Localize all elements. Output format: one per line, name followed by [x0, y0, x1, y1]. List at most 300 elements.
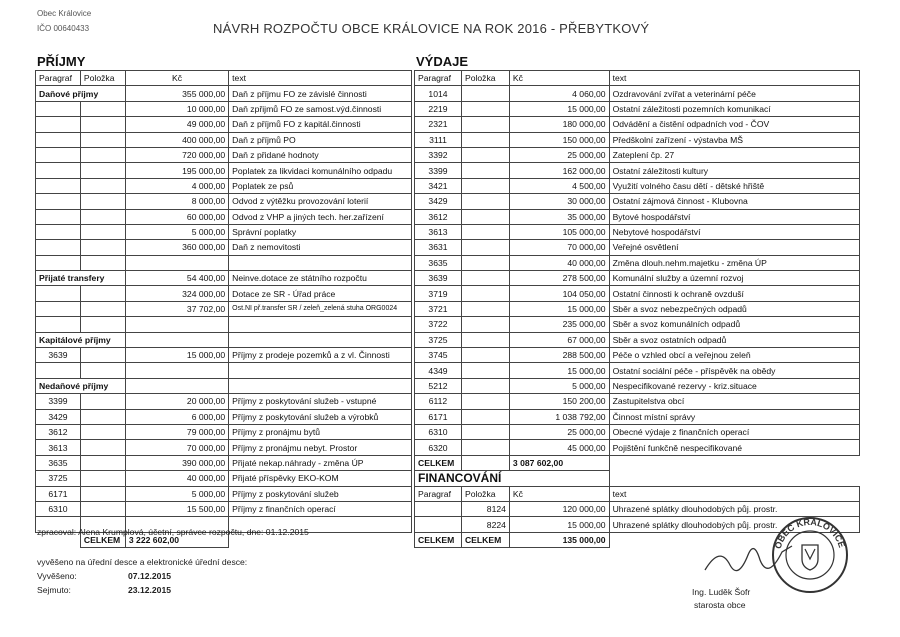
income-polozka — [80, 348, 125, 363]
income-polozka — [80, 471, 125, 486]
income-text: Daň z příjmů PO — [229, 132, 412, 147]
income-table — [35, 70, 412, 548]
income-row — [36, 194, 412, 209]
expense-polozka — [461, 209, 509, 224]
expense-polozka — [461, 101, 509, 116]
income-paragraf — [36, 178, 81, 193]
income-paragraf — [36, 101, 81, 116]
expense-row — [415, 86, 860, 101]
expense-paragraf: 2219 — [415, 101, 462, 116]
income-text: Neinve.dotace ze státního rozpočtu — [229, 271, 412, 286]
expense-paragraf: 3111 — [415, 132, 462, 147]
income-header-row — [36, 71, 412, 86]
income-amount: 360 000,00 — [125, 240, 228, 255]
expense-row — [415, 348, 860, 363]
income-text: Odvod z VHP a jiných tech. her.zařízení — [229, 209, 412, 224]
income-row — [36, 363, 412, 378]
expense-paragraf: 5212 — [415, 378, 462, 393]
income-amount: 54 400,00 — [125, 271, 228, 286]
income-text: Poplatek za likvidaci komunálního odpadu — [229, 163, 412, 178]
expense-polozka — [461, 147, 509, 162]
expense-row — [415, 209, 860, 224]
expenses-col-polozka: Položka — [461, 71, 509, 86]
expense-amount: 5 000,00 — [509, 378, 609, 393]
income-text: Příjmy z pronájmu nebyt. Prostor — [229, 440, 412, 455]
income-category-label: Nedaňové příjmy — [36, 378, 126, 393]
financing-total-label-2: CELKEM — [461, 532, 509, 547]
financing-col-kc: Kč — [509, 486, 609, 501]
expense-paragraf: 3725 — [415, 332, 462, 347]
expense-amount: 4 060,00 — [509, 86, 609, 101]
income-row — [36, 348, 412, 363]
expense-polozka — [461, 348, 509, 363]
expense-polozka — [461, 409, 509, 424]
income-text: Daň z nemovitosti — [229, 240, 412, 255]
expense-row — [415, 424, 860, 439]
financing-polozka: 8224 — [461, 517, 509, 532]
expense-row — [415, 178, 860, 193]
income-heading: PŘÍJMY — [37, 54, 86, 69]
expense-text: Zateplení čp. 27 — [609, 147, 859, 162]
income-amount: 20 000,00 — [125, 394, 228, 409]
expense-paragraf: 3392 — [415, 147, 462, 162]
income-category-label: Přijaté transfery — [36, 271, 126, 286]
financing-header-row — [415, 486, 860, 501]
expense-row — [415, 286, 860, 301]
income-amount: 60 000,00 — [125, 209, 228, 224]
expense-text: Změna dlouh.nehm.majetku - změna ÚP — [609, 255, 859, 270]
income-paragraf: 3639 — [36, 348, 81, 363]
expense-polozka — [461, 424, 509, 439]
income-paragraf — [36, 163, 81, 178]
expense-row — [415, 240, 860, 255]
income-row — [36, 209, 412, 224]
financing-text: Uhrazené splátky dlouhodobých půj. prostr. — [609, 517, 859, 532]
expense-row — [415, 301, 860, 316]
expenses-total-label: CELKEM — [415, 455, 462, 470]
income-polozka — [80, 224, 125, 239]
expense-amount: 30 000,00 — [509, 194, 609, 209]
expense-text: Předškolní zařízení - výstavba MŠ — [609, 132, 859, 147]
expense-paragraf: 1014 — [415, 86, 462, 101]
financing-heading: FINANCOVÁNÍ — [415, 471, 610, 486]
expense-paragraf: 3612 — [415, 209, 462, 224]
expense-row — [415, 317, 860, 332]
income-amount: 390 000,00 — [125, 455, 228, 470]
financing-paragraf — [415, 501, 462, 516]
stamp-text: OBEC KRÁLOVICE — [772, 516, 847, 550]
expense-text: Nespecifikované rezervy - kriz.situace — [609, 378, 859, 393]
income-text — [229, 317, 412, 332]
financing-text: Uhrazené splátky dlouhodobých půj. prostr. — [609, 501, 859, 516]
prepared-by: zpracoval: Alena Krumplová, účetní, správce rozpočtu, dne: 01.12.2015 — [37, 527, 309, 537]
expense-text: Zastupitelstva obcí — [609, 394, 859, 409]
income-text: Daň zpřijmů FO ze samost.výd.činnosti — [229, 101, 412, 116]
expense-paragraf: 6320 — [415, 440, 462, 455]
income-paragraf — [36, 147, 81, 162]
income-amount: 355 000,00 — [125, 86, 228, 101]
income-polozka — [80, 209, 125, 224]
expense-row — [415, 363, 860, 378]
expense-paragraf: 3721 — [415, 301, 462, 316]
income-polozka — [80, 440, 125, 455]
income-amount: 49 000,00 — [125, 117, 228, 132]
income-polozka — [80, 363, 125, 378]
income-text: Příjmy z pronájmu bytů — [229, 424, 412, 439]
expense-text: Péče o vzhled obcí a veřejnou zeleň — [609, 348, 859, 363]
expense-text: Sběr a svoz nebezpečných odpadů — [609, 301, 859, 316]
income-text: Správní poplatky — [229, 224, 412, 239]
expense-amount: 15 000,00 — [509, 101, 609, 116]
expense-amount: 1 038 792,00 — [509, 409, 609, 424]
municipality-name: Obec Královice — [37, 9, 92, 18]
page-title: NÁVRH ROZPOČTU OBCE KRÁLOVICE NA ROK 2016 - PŘEBYTKOVÝ — [213, 21, 650, 36]
expense-text: Činnost místní správy — [609, 409, 859, 424]
expense-paragraf: 3635 — [415, 255, 462, 270]
expense-amount: 15 000,00 — [509, 363, 609, 378]
income-amount — [125, 363, 228, 378]
expense-amount: 25 000,00 — [509, 424, 609, 439]
expense-amount: 40 000,00 — [509, 255, 609, 270]
expense-polozka — [461, 271, 509, 286]
expense-amount: 278 500,00 — [509, 271, 609, 286]
expense-row — [415, 394, 860, 409]
income-row — [36, 501, 412, 516]
expense-row — [415, 132, 860, 147]
income-paragraf — [36, 301, 81, 316]
income-polozka — [80, 255, 125, 270]
expense-polozka — [461, 255, 509, 270]
expense-row — [415, 117, 860, 132]
expense-row — [415, 163, 860, 178]
expense-amount: 45 000,00 — [509, 440, 609, 455]
income-row — [36, 486, 412, 501]
income-polozka — [80, 455, 125, 470]
expense-paragraf: 6112 — [415, 394, 462, 409]
expense-paragraf: 3399 — [415, 163, 462, 178]
expense-polozka — [461, 224, 509, 239]
income-row — [36, 163, 412, 178]
expense-amount: 150 200,00 — [509, 394, 609, 409]
income-polozka — [80, 163, 125, 178]
expense-paragraf: 3429 — [415, 194, 462, 209]
expense-text: Nebytové hospodářství — [609, 224, 859, 239]
income-amount — [125, 255, 228, 270]
income-polozka — [80, 286, 125, 301]
income-col-text: text — [229, 71, 412, 86]
income-row — [36, 117, 412, 132]
expense-polozka — [461, 286, 509, 301]
expense-amount: 4 500,00 — [509, 178, 609, 193]
income-paragraf — [36, 132, 81, 147]
income-polozka — [80, 132, 125, 147]
expenses-heading: VÝDAJE — [416, 54, 469, 69]
signer-name: Ing. Luděk Šofr — [692, 587, 751, 597]
income-amount: 10 000,00 — [125, 101, 228, 116]
expense-amount: 288 500,00 — [509, 348, 609, 363]
financing-col-polozka: Položka — [461, 486, 509, 501]
income-row — [36, 86, 412, 101]
income-amount: 40 000,00 — [125, 471, 228, 486]
income-paragraf: 3613 — [36, 440, 81, 455]
income-polozka — [80, 424, 125, 439]
income-row — [36, 409, 412, 424]
financing-amount: 120 000,00 — [509, 501, 609, 516]
expenses-col-paragraf: Paragraf — [415, 71, 462, 86]
income-row — [36, 317, 412, 332]
income-paragraf: 6171 — [36, 486, 81, 501]
income-row — [36, 147, 412, 162]
expense-text: Ostatní záležitosti kultury — [609, 163, 859, 178]
income-amount: 4 000,00 — [125, 178, 228, 193]
income-text: Daň z přidané hodnoty — [229, 147, 412, 162]
income-amount: 195 000,00 — [125, 163, 228, 178]
expense-amount: 35 000,00 — [509, 209, 609, 224]
expense-text: Využití volného času dětí - dětské hřiště — [609, 178, 859, 193]
expense-polozka — [461, 194, 509, 209]
expense-polozka — [461, 378, 509, 393]
income-text: Příjmy z prodeje pozemků a z vl. Činnosti — [229, 348, 412, 363]
income-text: Příjmy z poskytování služeb a výrobků — [229, 409, 412, 424]
income-row — [36, 255, 412, 270]
income-amount: 5 000,00 — [125, 224, 228, 239]
expense-amount: 104 050,00 — [509, 286, 609, 301]
income-row — [36, 394, 412, 409]
income-row — [36, 455, 412, 470]
expense-amount: 15 000,00 — [509, 301, 609, 316]
expense-row — [415, 147, 860, 162]
expense-polozka — [461, 363, 509, 378]
expense-paragraf: 3719 — [415, 286, 462, 301]
income-row — [36, 286, 412, 301]
income-polozka — [80, 486, 125, 501]
expense-paragraf: 3745 — [415, 348, 462, 363]
financing-total-value: 135 000,00 — [509, 532, 609, 547]
expense-polozka — [461, 117, 509, 132]
income-polozka — [80, 409, 125, 424]
income-polozka — [80, 194, 125, 209]
income-text: Dotace ze SR - Úřad práce — [229, 286, 412, 301]
income-paragraf — [36, 317, 81, 332]
expense-amount: 67 000,00 — [509, 332, 609, 347]
expense-text: Ozdravování zvířat a veterinární péče — [609, 86, 859, 101]
income-row — [36, 378, 412, 393]
income-paragraf — [36, 117, 81, 132]
expense-text: Ostatní činnosti k ochraně ovzduší — [609, 286, 859, 301]
income-amount: 720 000,00 — [125, 147, 228, 162]
income-row — [36, 332, 412, 347]
income-text: Příjmy z poskytování služeb — [229, 486, 412, 501]
expense-polozka — [461, 86, 509, 101]
expense-paragraf: 3722 — [415, 317, 462, 332]
expense-text: Obecné výdaje z finančních operací — [609, 424, 859, 439]
expense-text: Ostatní záležitosti pozemních komunikací — [609, 101, 859, 116]
income-total-label: CELKEM — [80, 532, 125, 547]
financing-col-text: text — [609, 486, 859, 501]
posted-label: Vyvěšeno: — [37, 571, 77, 581]
expense-amount: 70 000,00 — [509, 240, 609, 255]
expense-row — [415, 271, 860, 286]
income-paragraf — [36, 255, 81, 270]
expense-paragraf: 6171 — [415, 409, 462, 424]
expense-row — [415, 194, 860, 209]
income-paragraf — [36, 209, 81, 224]
income-amount: 15 000,00 — [125, 348, 228, 363]
expense-paragraf: 2321 — [415, 117, 462, 132]
expense-polozka — [461, 394, 509, 409]
expense-polozka — [461, 317, 509, 332]
expenses-col-text: text — [609, 71, 859, 86]
income-polozka — [80, 101, 125, 116]
income-polozka — [80, 501, 125, 516]
income-row — [36, 224, 412, 239]
expenses-total-value: 3 087 602,00 — [509, 455, 609, 470]
income-polozka — [80, 301, 125, 316]
income-amount — [125, 378, 228, 393]
expense-amount: 180 000,00 — [509, 117, 609, 132]
income-amount: 8 000,00 — [125, 194, 228, 209]
income-amount — [125, 332, 228, 347]
income-text: Daň z příjmů FO z kapitál.činnosti — [229, 117, 412, 132]
expense-text: Ostatní sociální péče - příspěvěk na obědy — [609, 363, 859, 378]
income-amount: 37 702,00 — [125, 301, 228, 316]
income-text — [229, 363, 412, 378]
income-paragraf — [36, 286, 81, 301]
income-row — [36, 101, 412, 116]
income-col-polozka: Položka — [80, 71, 125, 86]
income-row — [36, 471, 412, 486]
income-amount: 79 000,00 — [125, 424, 228, 439]
income-amount: 15 500,00 — [125, 501, 228, 516]
removed-date: 23.12.2015 — [128, 585, 172, 595]
income-paragraf — [36, 194, 81, 209]
income-row — [36, 132, 412, 147]
expense-row — [415, 332, 860, 347]
income-polozka — [80, 240, 125, 255]
expenses-col-kc: Kč — [509, 71, 609, 86]
income-paragraf: 3399 — [36, 394, 81, 409]
expense-row — [415, 378, 860, 393]
removed-label: Sejmuto: — [37, 585, 71, 595]
income-text — [229, 332, 412, 347]
income-paragraf: 6310 — [36, 501, 81, 516]
expense-polozka — [461, 301, 509, 316]
expense-paragraf: 3421 — [415, 178, 462, 193]
expenses-header-row — [415, 71, 860, 86]
income-text: Daň z příjmu FO ze závislé činnosti — [229, 86, 412, 101]
expense-row — [415, 440, 860, 455]
income-amount — [125, 317, 228, 332]
ico-number: IČO 00640433 — [37, 24, 90, 33]
income-paragraf: 3725 — [36, 471, 81, 486]
posted-date: 07.12.2015 — [128, 571, 172, 581]
income-col-paragraf: Paragraf — [36, 71, 81, 86]
income-amount: 400 000,00 — [125, 132, 228, 147]
income-paragraf: 3635 — [36, 455, 81, 470]
income-row — [36, 240, 412, 255]
posted-note: vyvěšeno na úřední desce a elektronické úřední desce: — [37, 557, 248, 567]
income-category-label: Kapitálové příjmy — [36, 332, 126, 347]
income-text: Odvod z výtěžku provozování loterií — [229, 194, 412, 209]
income-text — [229, 255, 412, 270]
expense-amount: 162 000,00 — [509, 163, 609, 178]
expense-polozka — [461, 440, 509, 455]
income-amount: 6 000,00 — [125, 409, 228, 424]
income-polozka — [80, 117, 125, 132]
income-amount: 5 000,00 — [125, 486, 228, 501]
income-polozka — [80, 178, 125, 193]
income-paragraf — [36, 224, 81, 239]
expense-amount: 25 000,00 — [509, 147, 609, 162]
financing-amount: 15 000,00 — [509, 517, 609, 532]
expense-polozka — [461, 163, 509, 178]
expense-text: Bytové hospodářství — [609, 209, 859, 224]
financing-paragraf — [415, 517, 462, 532]
income-row — [36, 301, 412, 316]
income-text: Poplatek ze psů — [229, 178, 412, 193]
expense-paragraf: 4349 — [415, 363, 462, 378]
financing-col-paragraf: Paragraf — [415, 486, 462, 501]
income-text: Příjmy z finančních operací — [229, 501, 412, 516]
signature-icon — [700, 540, 810, 590]
signer-role: starosta obce — [694, 600, 746, 610]
income-row — [36, 178, 412, 193]
income-total-value: 3 222 602,00 — [125, 532, 228, 547]
income-paragraf — [36, 363, 81, 378]
income-paragraf: 3612 — [36, 424, 81, 439]
expense-polozka — [461, 178, 509, 193]
expense-paragraf: 3639 — [415, 271, 462, 286]
financing-total-label-1: CELKEM — [415, 532, 462, 547]
expense-polozka — [461, 332, 509, 347]
income-text: Přijaté příspěvky EKO-KOM — [229, 471, 412, 486]
expense-text: Sběr a svoz ostatních odpadů — [609, 332, 859, 347]
expense-row — [415, 255, 860, 270]
expense-polozka — [461, 240, 509, 255]
expense-text: Sběr a svoz komunálních odpadů — [609, 317, 859, 332]
income-paragraf — [36, 240, 81, 255]
income-category-label: Daňové příjmy — [36, 86, 126, 101]
expense-paragraf: 3613 — [415, 224, 462, 239]
expenses-total-row — [415, 455, 860, 470]
expense-text: Veřejné osvětlení — [609, 240, 859, 255]
income-row — [36, 424, 412, 439]
income-paragraf: 3429 — [36, 409, 81, 424]
expense-amount: 105 000,00 — [509, 224, 609, 239]
income-text — [229, 378, 412, 393]
financing-heading-row — [415, 471, 860, 486]
income-col-kc: Kč — [125, 71, 228, 86]
expense-row — [415, 409, 860, 424]
expense-paragraf: 6310 — [415, 424, 462, 439]
income-polozka — [80, 317, 125, 332]
expense-row — [415, 101, 860, 116]
expense-amount: 235 000,00 — [509, 317, 609, 332]
expense-text: Ostatní zájmová činnost - Klubovna — [609, 194, 859, 209]
income-polozka — [80, 147, 125, 162]
income-polozka — [80, 394, 125, 409]
income-text: Přijaté nekap.náhrady - změna ÚP — [229, 455, 412, 470]
income-row — [36, 440, 412, 455]
expense-paragraf: 3631 — [415, 240, 462, 255]
expense-text: Komunální služby a územní rozvoj — [609, 271, 859, 286]
expense-polozka — [461, 132, 509, 147]
expenses-table — [414, 70, 860, 548]
income-text: Příjmy z poskytování služeb - vstupné — [229, 394, 412, 409]
income-amount: 70 000,00 — [125, 440, 228, 455]
expense-row — [415, 224, 860, 239]
expense-text: Odvádění a čistění odpadních vod - ČOV — [609, 117, 859, 132]
